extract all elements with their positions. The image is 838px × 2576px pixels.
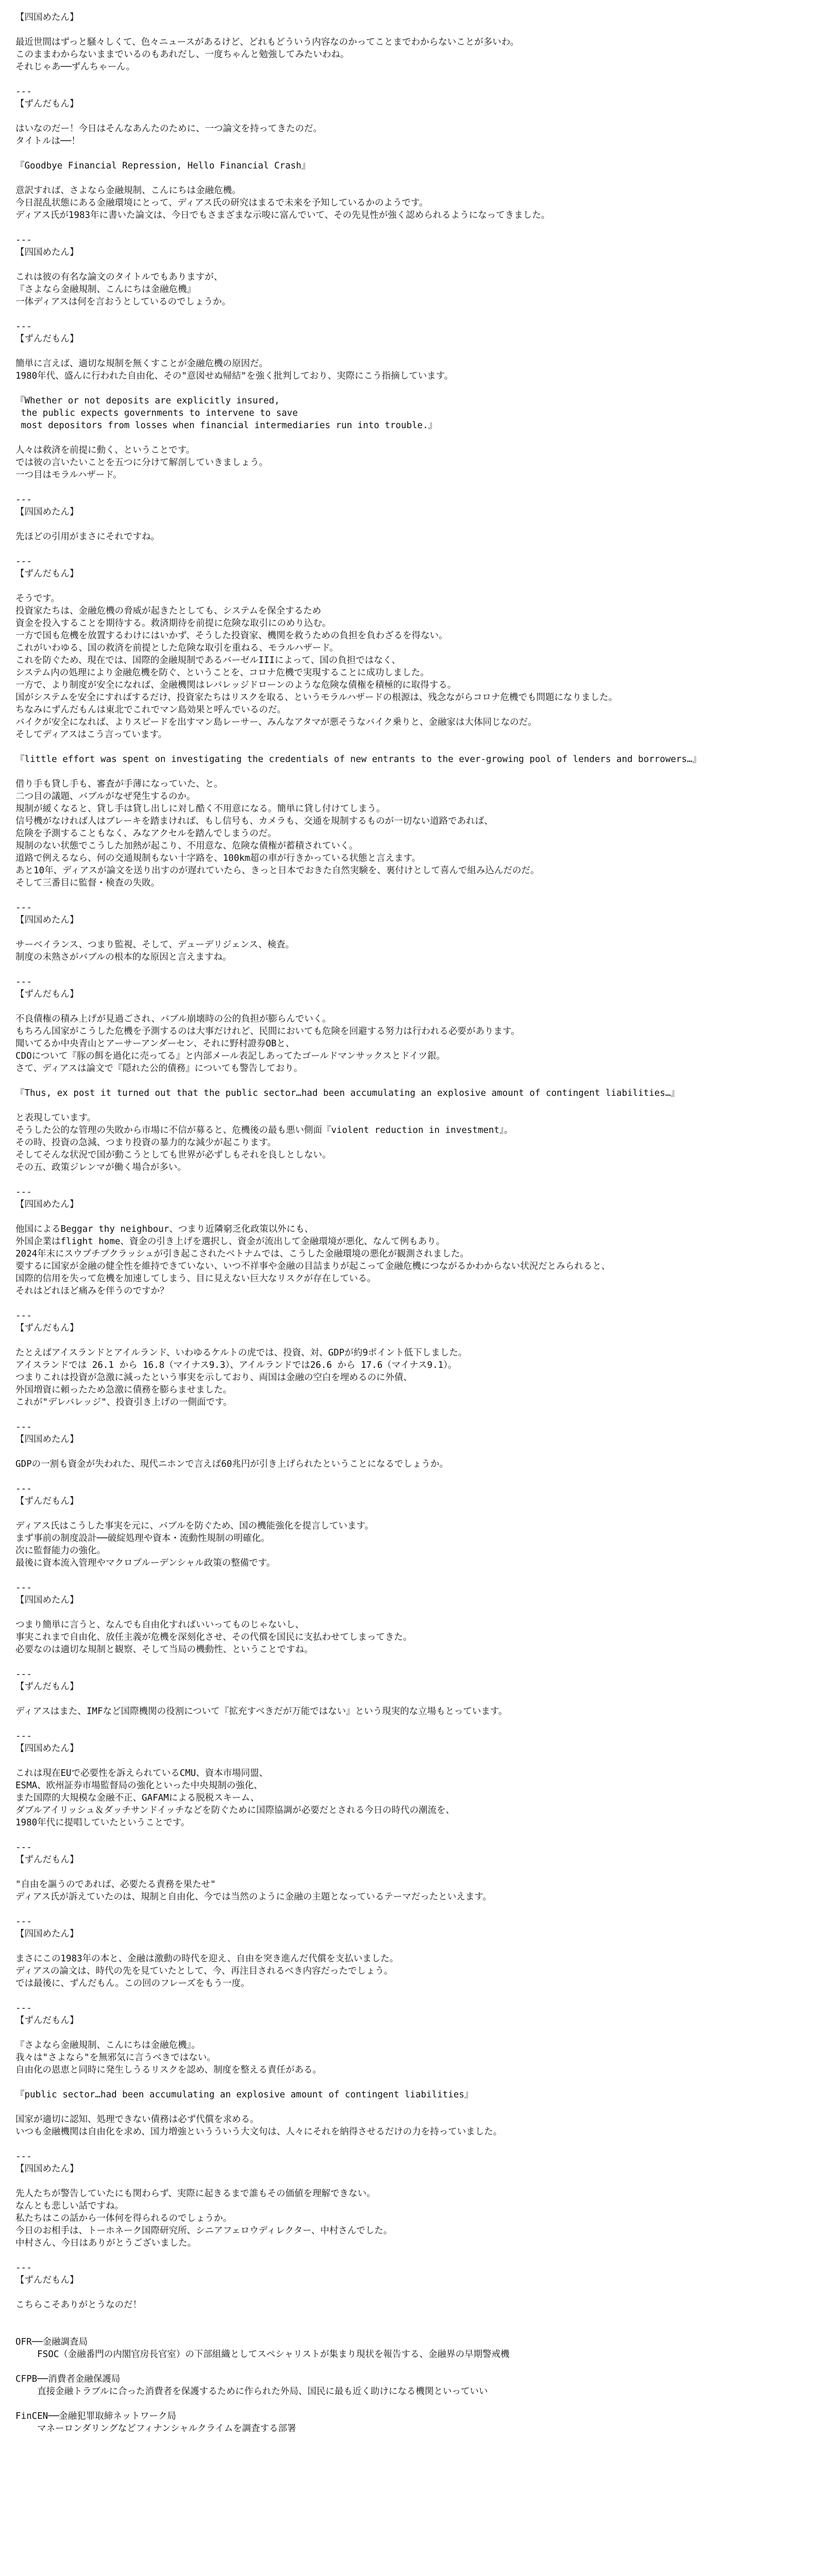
text-line: 国がシステムを安全にすればするだけ、投資家たちはリスクを取る、というモラルハザードの根源は、残念ながらコロナ危機でも問題になりました。 (15, 692, 617, 703)
text-line: 先人たちが警告していたにも関わらず、実際に起きるまで誰もその価値を理解できない。 (15, 2189, 376, 2199)
text-line: 『さよなら金融規制、こんにちは金融危機』 (15, 284, 196, 295)
text-line: most depositors from losses when financial intermediaries run into trouble.』 (15, 420, 438, 431)
text-line: 『little effort was spent on investigating the credentials of new entrants to the ever-growing pool of lenders and borrowers…』 (15, 754, 701, 765)
blank-line (15, 1718, 823, 1730)
blank-line (15, 2076, 823, 2089)
text-line: こちらこそありがとうなのだ！ (15, 2300, 142, 2310)
speaker-label: 【四国めたん】 (15, 1595, 79, 1605)
blank-line (15, 1755, 823, 1767)
text-line: 他国によるBeggar thy neighbour、つまり近隣窮乏化政策以外にも、 (15, 1224, 314, 1234)
blank-line (15, 2101, 823, 2113)
text-line: FSOC（金融番門の内閣官房長官室）の下部組織としてスペシャリストが集まり現状を報告する、金融界の早期警戒機 (15, 2349, 510, 2360)
text-line: 自由化の恩恵と同時に発生しうるリスクを認め、制度を整える責任がある。 (15, 2065, 322, 2075)
blank-line (15, 382, 823, 395)
separator-line: --- (15, 2151, 32, 2162)
text-line: そうした公的な管理の失敗から市場に不信が募ると、危機後の最も悪い側面『violent reduction in investment』。 (15, 1125, 513, 1136)
blank-line (15, 926, 823, 939)
text-line: そしてディアスはこう言っています。 (15, 730, 167, 740)
text-line: 意訳すれば、さよなら金融規制、こんにちは金融危機。 (15, 185, 241, 196)
text-line: このままわからないままでいるのもあれだし、一度ちゃんと勉強してみたいわね。 (15, 49, 349, 60)
text-line: そうです。 (15, 594, 60, 604)
blank-line (15, 308, 823, 320)
text-line: 中村さん、今日はありがとうございました。 (15, 2238, 197, 2248)
separator-line: --- (15, 1583, 32, 1593)
speaker-label: 【四国めたん】 (15, 507, 79, 517)
separator-line: --- (15, 321, 32, 332)
blank-line (15, 1334, 823, 1347)
text-line: 借り手も貸し手も、審査が手薄になっていた、と。 (15, 779, 223, 789)
separator-line: --- (15, 1187, 32, 1197)
separator-line: --- (15, 903, 32, 913)
blank-line (15, 543, 823, 555)
separator-line: --- (15, 2003, 32, 2013)
blank-line (15, 1656, 823, 1668)
text-line: バイクが安全になれば、よりスピードを出すマン島レーサー、みんなアタマが悪そうなバイク乗りと、金融家は大体同じなのだ。 (15, 717, 537, 727)
text-line: これを防ぐため、現在では、国際的金融規制であるバーゼルIIIによって、国の負担ではなく、 (15, 655, 401, 666)
blank-line (15, 2138, 823, 2150)
text-line: あと10年、ディアスが論文を送り出すのが遅れていたら、きっと日本でおきた自然実験を、裏付けとして喜んで組み込んだのだ。 (15, 866, 540, 876)
speaker-label: 【ずんだもん】 (15, 1496, 79, 1506)
text-line: 一方で国も危機を放置するわけにはいかず、そうした投資家、機関を救うための負担を負わざるを得ない。 (15, 631, 448, 641)
text-line: 必要なのは適切な規制と観察、そして当局の機動性、ということですね。 (15, 1645, 313, 1655)
blank-line (15, 889, 823, 902)
text-line: そして三番目に監督・検査の失敗。 (15, 878, 160, 888)
text-line: では最後に、ずんだもん。この回のフレーズをもう一度。 (15, 1978, 250, 1989)
blank-line (15, 1829, 823, 1841)
blank-line (15, 259, 823, 271)
text-line: また国際的大規模な金融不正、GAFAMによる脱税スキーム、 (15, 1793, 260, 1803)
text-line: ちなみにずんだもんは東北でこれでマン島効果と呼んでいるのだ。 (15, 705, 286, 715)
text-line: なんとも悲しい話ですね。 (15, 2201, 124, 2211)
text-line: 信号機がなければ人はブレーキを踏まければ、もし信号も、カメラも、交通を規制するものが一切ない道路であれば、 (15, 816, 493, 826)
blank-line (15, 1174, 823, 1186)
blank-line (15, 73, 823, 86)
text-line: OFR──金融調査局 (15, 2337, 88, 2347)
text-line: サーベイランス、つまり監視、そして、デューデリジェンス、検査。 (15, 940, 295, 950)
speaker-label: 【ずんだもん】 (15, 1682, 79, 1692)
speaker-label: 【四国めたん】 (15, 1199, 79, 1210)
text-line: そしてそんな状況で国が動こうとしても世界が必ずしもそれを良しとしない。 (15, 1150, 331, 1160)
text-line: 我々は"さよなら"を無邪気に言うべきではない。 (15, 2053, 216, 2063)
text-line: ディアスはまた、IMFなど国際機関の役割について『拡充すべきだが万能ではない』という現実的な立場もとっています。 (15, 1706, 508, 1717)
text-line: 今日のお相手は、トーホネーク国際研究所、シニアフェロウディレクター、中村さんでした。 (15, 2226, 393, 2236)
text-line: それはどれほど痛みを伴うのですか？ (15, 1286, 169, 1296)
speaker-label: 【ずんだもん】 (15, 2015, 79, 2026)
separator-line: --- (15, 1917, 32, 1927)
text-line: FinCEN──金融犯罪取締ネットワーク局 (15, 2411, 176, 2421)
speaker-label: 【四国めたん】 (15, 915, 79, 925)
blank-line (15, 2027, 823, 2039)
blank-line (15, 1693, 823, 1705)
speaker-label: 【四国めたん】 (15, 1743, 79, 1754)
blank-line (15, 481, 823, 494)
text-line: 国際的信用を失って危機を加速してしまう、目に見えない巨大なリスクが存在している。 (15, 1274, 376, 1284)
text-line: アイスランドでは 26.1 から 16.8（マイナス9.3）、アイルランドでは26.6 から 17.6（マイナス9.1）。 (15, 1360, 457, 1370)
text-line: いつも金融機関は自由化を求め、国力増強というういう大文句は、人々にそれを納得させるだけの力を持っていました。 (15, 2127, 502, 2137)
speaker-label: 【ずんだもん】 (15, 1855, 79, 1865)
separator-line: --- (15, 1669, 32, 1680)
speaker-label: 【ずんだもん】 (15, 99, 79, 109)
blank-line (15, 1940, 823, 1953)
blank-line (15, 2398, 823, 2410)
text-line: 要するに国家が金融の健全性を維持できていない、いつ不祥事や金融の目詰まりが起こって金融危機につながるかわからない状況だとみられると、 (15, 1261, 611, 1272)
text-line: CDOについて『豚の餌を過化に売ってる』と内部メール表記しあってたゴールドマンサックスとドイツ銀。 (15, 1051, 445, 1061)
text-line: マネーロンダリングなどフィナンシャルクライムを調査する部署 (15, 2424, 296, 2434)
blank-line (15, 432, 823, 444)
text-line: 簡単に言えば、適切な規制を無くすことが金融危機の原因だ。 (15, 359, 268, 369)
speaker-label: 【ずんだもん】 (15, 569, 79, 579)
speaker-label: 【ずんだもん】 (15, 989, 79, 999)
text-line: 一体ディアスは何を言おうとしているのでしょうか。 (15, 297, 231, 307)
blank-line (15, 1507, 823, 1520)
speaker-label: 【四国めたん】 (15, 247, 79, 258)
text-line: 一方で、より制度が安全になれば、金融機関はレバレッジドローンのような危険な債権を積極的に取得する。 (15, 680, 457, 690)
blank-line (15, 766, 823, 778)
text-line: まず事前の制度設計──破綻処理や資本・流動性規制の明確化。 (15, 1533, 270, 1544)
blank-line (15, 518, 823, 531)
text-line: 外国企業はflight home、資金の引き上げを選択し、資金が流出して金融環境が悪化、なんて例もあり。 (15, 1236, 445, 1247)
blank-line (15, 2249, 823, 2262)
separator-line: --- (15, 1484, 32, 1494)
text-line: つまりこれは投資が急激に減ったという事実を示しており、両国は金融の空白を埋めるのに外債、 (15, 1372, 412, 1383)
blank-line (15, 1099, 823, 1112)
speaker-label: 【ずんだもん】 (15, 2275, 79, 2285)
blank-line (15, 345, 823, 358)
blank-line (15, 1569, 823, 1582)
text-line: 『Whether or not deposits are explicitly insured, (15, 396, 280, 406)
blank-line (15, 1990, 823, 2002)
separator-line: --- (15, 2263, 32, 2273)
text-line: 国家が適切に認知、処理できない債務は必ず代償を求める。 (15, 2114, 259, 2125)
text-line: 最後に資本流入管理やマクロプルーデンシャル政策の整備です。 (15, 1558, 276, 1568)
blank-line (15, 1446, 823, 1458)
text-line: 道路で例えるなら、何の交通規制もない十字路を、100km超の車が行きかっている状態と言えます。 (15, 853, 421, 863)
blank-line (15, 2324, 823, 2336)
blank-line (15, 1866, 823, 1878)
text-line: 『Goodbye Financial Repression, Hello Financial Crash』 (15, 161, 311, 171)
text-line: これは彼の有名な論文のタイトルでもありますが、 (15, 272, 223, 282)
speaker-label: 【四国めたん】 (15, 1434, 79, 1445)
text-line: the public expects governments to intervene to save (15, 408, 298, 418)
text-line: 直接金融トラブルに合った消費者を保護するために作られた外局、国民に最も近く助けになる機関といっていい (15, 2386, 488, 2397)
text-line: はいなのだー！今日はそんなあんたのために、一つ論文を持ってきたのだ。 (15, 124, 322, 134)
blank-line (15, 2361, 823, 2373)
blank-line (15, 1297, 823, 1310)
speaker-label: 【ずんだもん】 (15, 334, 79, 344)
blank-line (15, 2175, 823, 2188)
text-line: 『Thus, ex post it turned out that the public sector…had been accumulating an explosive amount of contingent liabilities…』 (15, 1088, 680, 1098)
blank-line (15, 147, 823, 160)
speaker-label: 【四国めたん】 (15, 12, 79, 23)
text-line: もちろん国家がこうした危機を予測するのは大事だけれど、民間においても危険を回避する努力は行われる必要があります。 (15, 1026, 520, 1037)
text-line: 規制が緩くなると、貸し手は貸し出しに対し酷く不用意になる。簡単に貸し付けてしまう。 (15, 804, 386, 814)
blank-line (15, 1470, 823, 1483)
text-line: システム内の処理により金融危機を防ぐ、ということを、コロナ危機で実現することに成功しました。 (15, 668, 429, 678)
blank-line (15, 963, 823, 976)
blank-line (15, 741, 823, 753)
text-line: 『public sector…had been accumulating an explosive amount of contingent liabilities』 (15, 2090, 474, 2100)
separator-line: --- (15, 495, 32, 505)
text-line: これは現在EUで必要性を訴えられているCMU、資本市場同盟、 (15, 1768, 269, 1778)
text-line: 1980年代、盛んに行われた自由化、その"意図せぬ帰結"を強く批判しており、実際にこう指摘しています。 (15, 371, 454, 381)
text-line: CFPB──消費者金融保護局 (15, 2374, 121, 2384)
text-line: ディアス氏はこうした事実を元に、バブルを防ぐため、国の機能強化を提言しています。 (15, 1521, 374, 1531)
text-line: 私たちはこの話から一体何を得られるのでしょうか。 (15, 2213, 232, 2224)
text-line: つまり簡単に言うと、なんでも自由化すればいいってものじゃないし、 (15, 1620, 304, 1630)
text-line: ディアスの論文は、時代の先を見ていたとして、今、再注目されるべき内容だったでしょう。 (15, 1966, 393, 1976)
separator-line: --- (15, 235, 32, 245)
text-line: 次に監督能力の強化。 (15, 1546, 106, 1556)
text-line: ディアス氏が訴えていたのは、規制と自由化、今では当然のように金融の主題となっているテーマだったといえます。 (15, 1892, 492, 1902)
blank-line (15, 2286, 823, 2299)
text-line: これが"デレバレッジ"、投資引き上げの一側面です。 (15, 1397, 232, 1408)
speaker-label: 【四国めたん】 (15, 1929, 79, 1939)
text-line: 聞いてるか中央青山とアーサーアンダーセン、それに野村證券OBと、 (15, 1039, 295, 1049)
separator-line: --- (15, 977, 32, 987)
text-line: ダブルアイリッシュ＆ダッチサンドイッチなどを防ぐために国際協調が必要だとされる今日の時代の潮流を、 (15, 1805, 455, 1816)
blank-line (15, 172, 823, 184)
text-line: 制度の未熟さがバブルの根本的な原因と言えますね。 (15, 952, 232, 962)
speaker-label: 【ずんだもん】 (15, 1323, 79, 1333)
separator-line: --- (15, 556, 32, 567)
text-line: これがいわゆる、国の救済を前提とした危険な取引を重ねる、モラルハザード。 (15, 643, 339, 653)
separator-line: --- (15, 1311, 32, 1321)
text-line: 『さよなら金融規制、こんにちは金融危機』。 (15, 2040, 200, 2050)
text-line: たとえばアイスランドとアイルランド、いわゆるケルトの虎では、投資、対、GDPが約9ポイント低下しました。 (15, 1348, 467, 1358)
blank-line (15, 1211, 823, 1223)
separator-line: --- (15, 1422, 32, 1432)
text-line: その五、政策ジレンマが働く場合が多い。 (15, 1162, 187, 1173)
text-line: "自由を謳うのであれば、必要たる責務を果たせ" (15, 1879, 216, 1890)
speaker-label: 【四国めたん】 (15, 2164, 79, 2174)
text-line: 1980年代に提唱していたということです。 (15, 1818, 190, 1828)
text-line: と表現しています。 (15, 1113, 96, 1123)
text-line: 一つ目はモラルハザード。 (15, 470, 122, 480)
text-line: 二つ目の議題、バブルがなぜ発生するのか。 (15, 791, 196, 802)
blank-line (15, 2311, 823, 2324)
text-line: タイトルは──！ (15, 136, 80, 146)
text-line: それじゃあ──ずんちゃーん。 (15, 62, 136, 72)
text-line: 外国増資に頼ったため急激に債務を膨らませました。 (15, 1385, 232, 1395)
text-line: では彼の言いたいことを五つに分けて解剖していきましょう。 (15, 457, 268, 468)
blank-line (15, 1903, 823, 1916)
blank-line (15, 1001, 823, 1013)
blank-line (15, 1075, 823, 1087)
blank-line (15, 24, 823, 36)
separator-line: --- (15, 87, 32, 97)
text-line: 資金を投入することを期待する。救済期待を前提に危険な取引にのめり込む。 (15, 618, 331, 629)
text-line: 2024年末にスウプチプクラッシュが引き起こされたベトナムでは、こうした金融環境の悪化が観測されました。 (15, 1249, 470, 1259)
text-line: 先ほどの引用がまさにそれですね。 (15, 532, 160, 542)
text-line: 事実これまで自由化、放任主義が危機を深刻化させ、その代償を国民に支払わせてしまってきた。 (15, 1632, 412, 1642)
text-line: さて、ディアスは論文で『隠れた公的債務』についても警告しており。 (15, 1063, 303, 1074)
text-line: 不良債権の積み上げが見過ごされ、バブル崩壊時の公的負担が膨らんでいく。 (15, 1014, 331, 1024)
blank-line (15, 580, 823, 592)
text-line: 投資家たちは、金融危機の脅威が起きたとしても、システムを保全するため (15, 606, 322, 616)
text-line: 今日混乱状態にある金融環境にとって、ディアス氏の研究はまるで未来を予知しているかのようです。 (15, 198, 428, 208)
separator-line: --- (15, 1731, 32, 1741)
text-line: 人々は救済を前提に動く、ということです。 (15, 445, 195, 455)
text-line: ディアス氏が1983年に書いた論文は、今日でもさまざまな示唆に富んでいて、その先見性が強く認められるようになってきました。 (15, 210, 550, 221)
text-line: 危険を予測することもなく、みなアクセルを踏んでしまうのだ。 (15, 828, 277, 839)
separator-line: --- (15, 1842, 32, 1853)
text-line: まさにこの1983年の本と、金融は激動の時代を迎え、自由を突き進んだ代償を支払いました。 (15, 1954, 399, 1964)
blank-line (15, 110, 823, 123)
text-line: ESMA、欧州証券市場監督局の強化といった中央規制の強化、 (15, 1781, 263, 1791)
text-line: GDPの一割も資金が失われた、現代ニホンで言えば60兆円が引き上げられたということになるでしょうか。 (15, 1459, 449, 1469)
blank-line (15, 1606, 823, 1619)
text-line: 最近世間はずっと騒々しくて、色々ニュースがあるけど、どれもどういう内容なのかってことまでわからないことが多いわ。 (15, 37, 519, 47)
text-line: その時、投資の急減、つまり投資の暴力的な減少が起こります。 (15, 1138, 277, 1148)
blank-line (15, 1409, 823, 1421)
text-line: 規制のない状態でこうした加熱が起こり、不用意な、危険な債権が蓄積されていく。 (15, 841, 358, 851)
blank-line (15, 222, 823, 234)
